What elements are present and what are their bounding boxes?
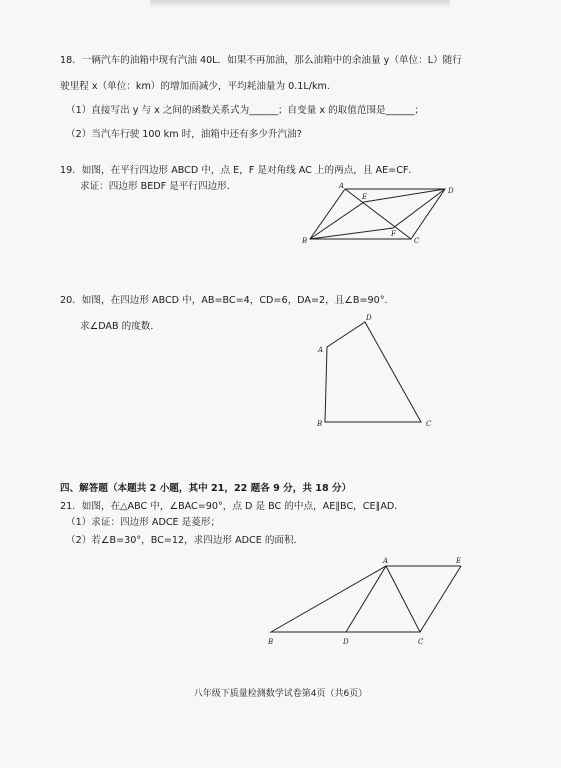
q21-segment-ce <box>420 566 461 632</box>
q19-label-f: F <box>391 230 396 238</box>
q19-label-a: A <box>339 182 345 190</box>
q21-triangle-abc <box>271 566 420 632</box>
q18-line1: 18．一辆汽车的油箱中现有汽油 40L．如果不再加油，那么油箱中的余油量 y（单位：L）随行 <box>60 55 462 66</box>
q20-label-c: C <box>426 420 432 428</box>
page-footer: 八年级下质量检测数学试卷第4页（共6页） <box>193 689 368 699</box>
q20-line2: 求∠DAB 的度数． <box>80 321 160 332</box>
q21-label-b: B <box>268 638 274 646</box>
q19-label-e: E <box>362 193 368 201</box>
q21-part1: （1）求证：四边形 ADCE 是菱形； <box>66 517 221 528</box>
q20-label-a: A <box>318 346 324 354</box>
q21-line1: 21．如图，在△ABC 中，∠BAC=90°，点 D 是 BC 的中点，AE∥BC，CE∥AD． <box>60 501 404 512</box>
q21-label-d: D <box>343 638 349 646</box>
q19-label-c: C <box>414 237 420 245</box>
q21-part2: （2）若∠B=30°，BC=12，求四边形 ADCE 的面积． <box>66 535 304 546</box>
q19-line2: 求证：四边形 BEDF 是平行四边形． <box>80 181 237 192</box>
q20-label-b: B <box>317 420 323 428</box>
q21-label-e: E <box>456 557 462 565</box>
q19-label-b: B <box>302 237 308 245</box>
q18-part1: （1）直接写出 y 与 x 之间的函数关系式为______；自变量 x 的取值范围是______； <box>66 105 425 116</box>
q21-median-ad <box>346 566 386 632</box>
q18-part2: （2）当汽车行驶 100 km 时，油箱中还有多少升汽油? <box>66 129 302 140</box>
q21-label-c: C <box>418 638 424 646</box>
section4-heading: 四、解答题（本题共 2 小题，其中 21，22 题各 9 分，共 18 分） <box>60 483 352 494</box>
q18-line2: 驶里程 x（单位：km）的增加而减少，平均耗油量为 0.1L/km． <box>60 81 337 92</box>
q21-label-a: A <box>383 557 389 565</box>
q19-line1: 19．如图，在平行四边形 ABCD 中，点 E，F 是对角线 AC 上的两点，且 AE=CF． <box>60 165 419 176</box>
q19-label-d: D <box>448 187 454 195</box>
q20-line1: 20．如图，在四边形 ABCD 中，AB=BC=4，CD=6，DA=2，且∠B=90°． <box>60 295 395 306</box>
q20-label-d: D <box>366 314 372 322</box>
